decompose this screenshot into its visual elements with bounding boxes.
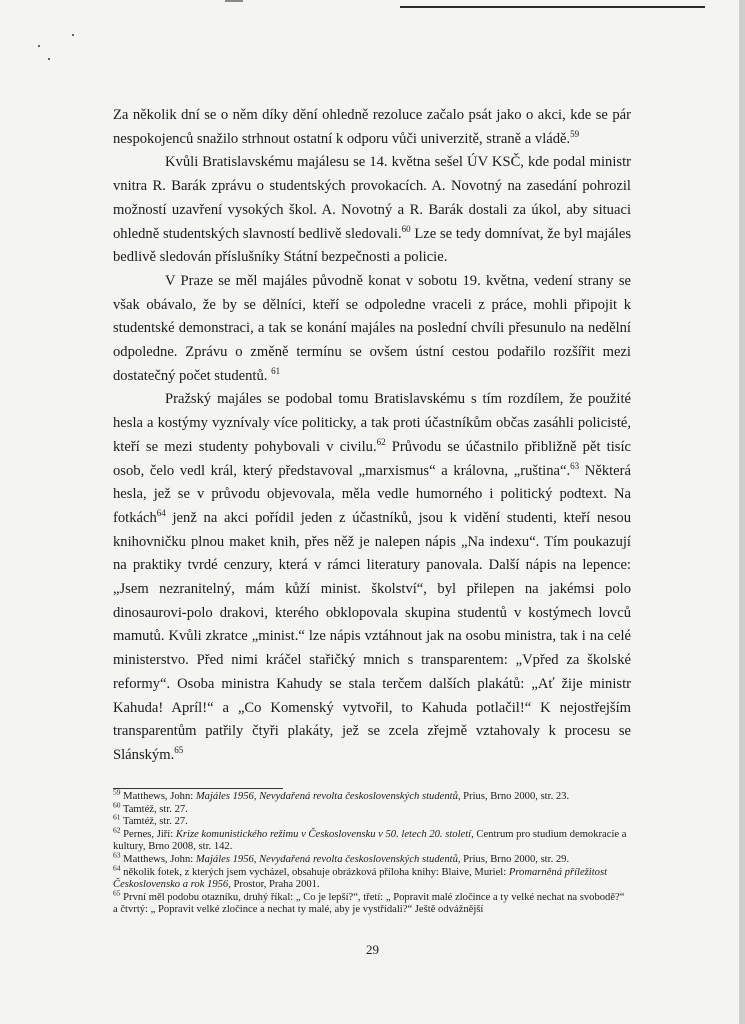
scan-mark: [225, 0, 243, 2]
paragraph-text: jenž na akci pořídil jeden z účastníků, jsou k vidění studenti, kteří nesou knihovničku plnou maket knih, přes něž je nalepen nápis „Na indexu“. Tím poukazují na praktiky tvrdé cenzury, která v rámci literatury panovala. Další nápis na lepence: „Jsem nezranitelný, mám kůží minist. školství“, byl přilepen na jakémsi polo dinosaurovi-polo drakovi, kterého obklopovala skupina studentů v kostýmech lovců mamutů. Kvůli zkratce „minist.“ lze nápis vztáhnout jak na osobu ministra, tak i na celé ministerstvo. Před nimi kráčel stařičký mnich s transparentem: „Vpřed za školské reformy“. Osoba ministra Kahudy se stala terčem dalších plakátů: „Ať žije ministr Kahuda! Apríl!“ a „Co Komenský vytvořil, to Kahuda potlačil!“ K nejostřejším transparentům patřily čtyři plakáty, jež se zcela zřejmě vztahovaly k procesu se Slánským.: [113, 509, 631, 763]
footnote-reference: 60: [401, 223, 411, 234]
scan-speck: [72, 34, 74, 36]
footnote-reference: 63: [570, 460, 580, 471]
footnote-text: Matthews, John:: [123, 791, 196, 802]
footnote-number: 65: [113, 888, 121, 898]
footnote-reference: 64: [156, 508, 166, 519]
footnotes: [113, 787, 631, 917]
scan-speck: [38, 45, 40, 47]
footnote: [113, 800, 631, 817]
paragraph-text: Průvodu se účastnilo přibližně pět tisíc osob, čelo vedl král, který představoval „marxismus“ a královna, „ruština“.: [113, 438, 632, 479]
footnote: [113, 888, 631, 917]
scan-speck: [48, 58, 50, 60]
footnote-title: Majáles 1956, Nevydařená revolta československých studentů,: [195, 791, 461, 802]
footnote-text: Matthews, John:: [123, 853, 196, 865]
footnote: [113, 863, 631, 892]
footnote-text: několik fotek, z kterých jsem vycházel, obsahuje obrázková příloha knihy: Blaive, Muriel:: [123, 866, 509, 878]
footnote-text: Centrum pro studium demokracie a kultury, Brno 2008, str. 142.: [113, 828, 627, 853]
footnote: [113, 787, 631, 804]
footnote-title: Majáles 1956, Nevydařená revolta československých studentů,: [195, 853, 461, 865]
page-number: 29: [366, 942, 379, 957]
footnote-number: 60: [113, 800, 121, 810]
body-text: [113, 104, 631, 768]
scan-edge: [739, 0, 745, 1024]
paragraph: [113, 104, 631, 151]
footnote-number: 63: [113, 850, 121, 860]
footnote-reference: 62: [376, 436, 386, 447]
paragraph-text: Pražský majáles se podobal tomu Bratislavskému s tím rozdílem, že použité hesla a kostýmy vyznívaly více politicky, a tak proti účastníkům občas zasáhli policisté, kteří se mezi studenty pohybovali v civilu.: [113, 391, 631, 455]
footnote-separator: [113, 788, 283, 789]
paragraph-text: Za několik dní se o něm díky dění ohledně rezoluce začalo psát jako o akci, kde se pár nespokojenců snažilo strhnout ostatní k odporu vůči univerzitě, straně a vládě.: [113, 107, 631, 147]
footnote-number: 64: [113, 863, 121, 873]
footnote: [113, 850, 631, 867]
footnote-text: Prostor, Praha 2001.: [230, 879, 320, 891]
footnote-reference: 61: [271, 365, 281, 376]
footnote-text: Pernes, Jiří:: [123, 828, 176, 840]
footnote-text: Tamtéž, str. 27.: [122, 816, 188, 828]
footnote-number: 59: [113, 787, 121, 797]
footnote-title: Promarněná příležitost Československo a rok 1956,: [113, 866, 608, 891]
footnote: [113, 825, 631, 854]
footnote-number: 61: [113, 812, 121, 822]
footnote-text: První měl podobu otazníku, druhý říkal: „ Co je lepší?“, třetí: „ Popravit malé zločince a ty velké nechat na svobodě?“ a čtvrtý: „ Popravit velké zločince a nechat ty malé, aby je vystřídali?“ Ještě odvážnější: [113, 891, 625, 916]
paragraph-text: Některá hesla, jež se v průvodu objevovala, měla vedle humorného i politický podtext. Na fotkách: [113, 462, 631, 526]
paragraph: [113, 270, 631, 389]
footnote-text: Prius, Brno 2000, str. 23.: [460, 791, 570, 802]
footnote: [113, 812, 631, 829]
footnote-reference: 59: [570, 128, 580, 139]
paragraph-text: Lze se tedy domnívat, že byl majáles bedlivě sledován příslušníky Státní bezpečnosti a policie.: [113, 225, 631, 266]
paragraph: [113, 388, 631, 767]
header-rule: [400, 6, 705, 8]
paragraph-text: V Praze se měl majáles původně konat v sobotu 19. května, vedení strany se však obávalo, že by se dělníci, kteří se odpoledne vraceli z práce, mohli připojit k studentské demonstraci, a tak se konání majáles na poslední chvíli přesunulo na nedělní odpoledne. Zprávu o změně termínu se ovšem ústní cestou podařilo rozšířit mezi dostatečný počet studentů.: [113, 272, 631, 384]
paragraph: [113, 151, 631, 270]
paragraph-text: Kvůli Bratislavskému majálesu se 14. května sešel ÚV KSČ, kde podal ministr vnitra R. Barák zprávu o studentských provokacích. A. Novotný na zasedání pohrozil možností uzavření vysokých škol. A. Novotný a R. Barák dostali za úkol, aby situaci ohledně studentských slavností bedlivě sledovali.: [113, 154, 631, 242]
footnote-reference: 65: [174, 745, 184, 756]
footnote-number: 62: [113, 825, 121, 835]
footnote-text: Prius, Brno 2000, str. 29.: [460, 853, 570, 865]
footnote-text: Tamtéž, str. 27.: [122, 803, 188, 815]
footnote-title: Krize komunistického režimu v Československu v 50. letech 20. století,: [175, 828, 474, 840]
